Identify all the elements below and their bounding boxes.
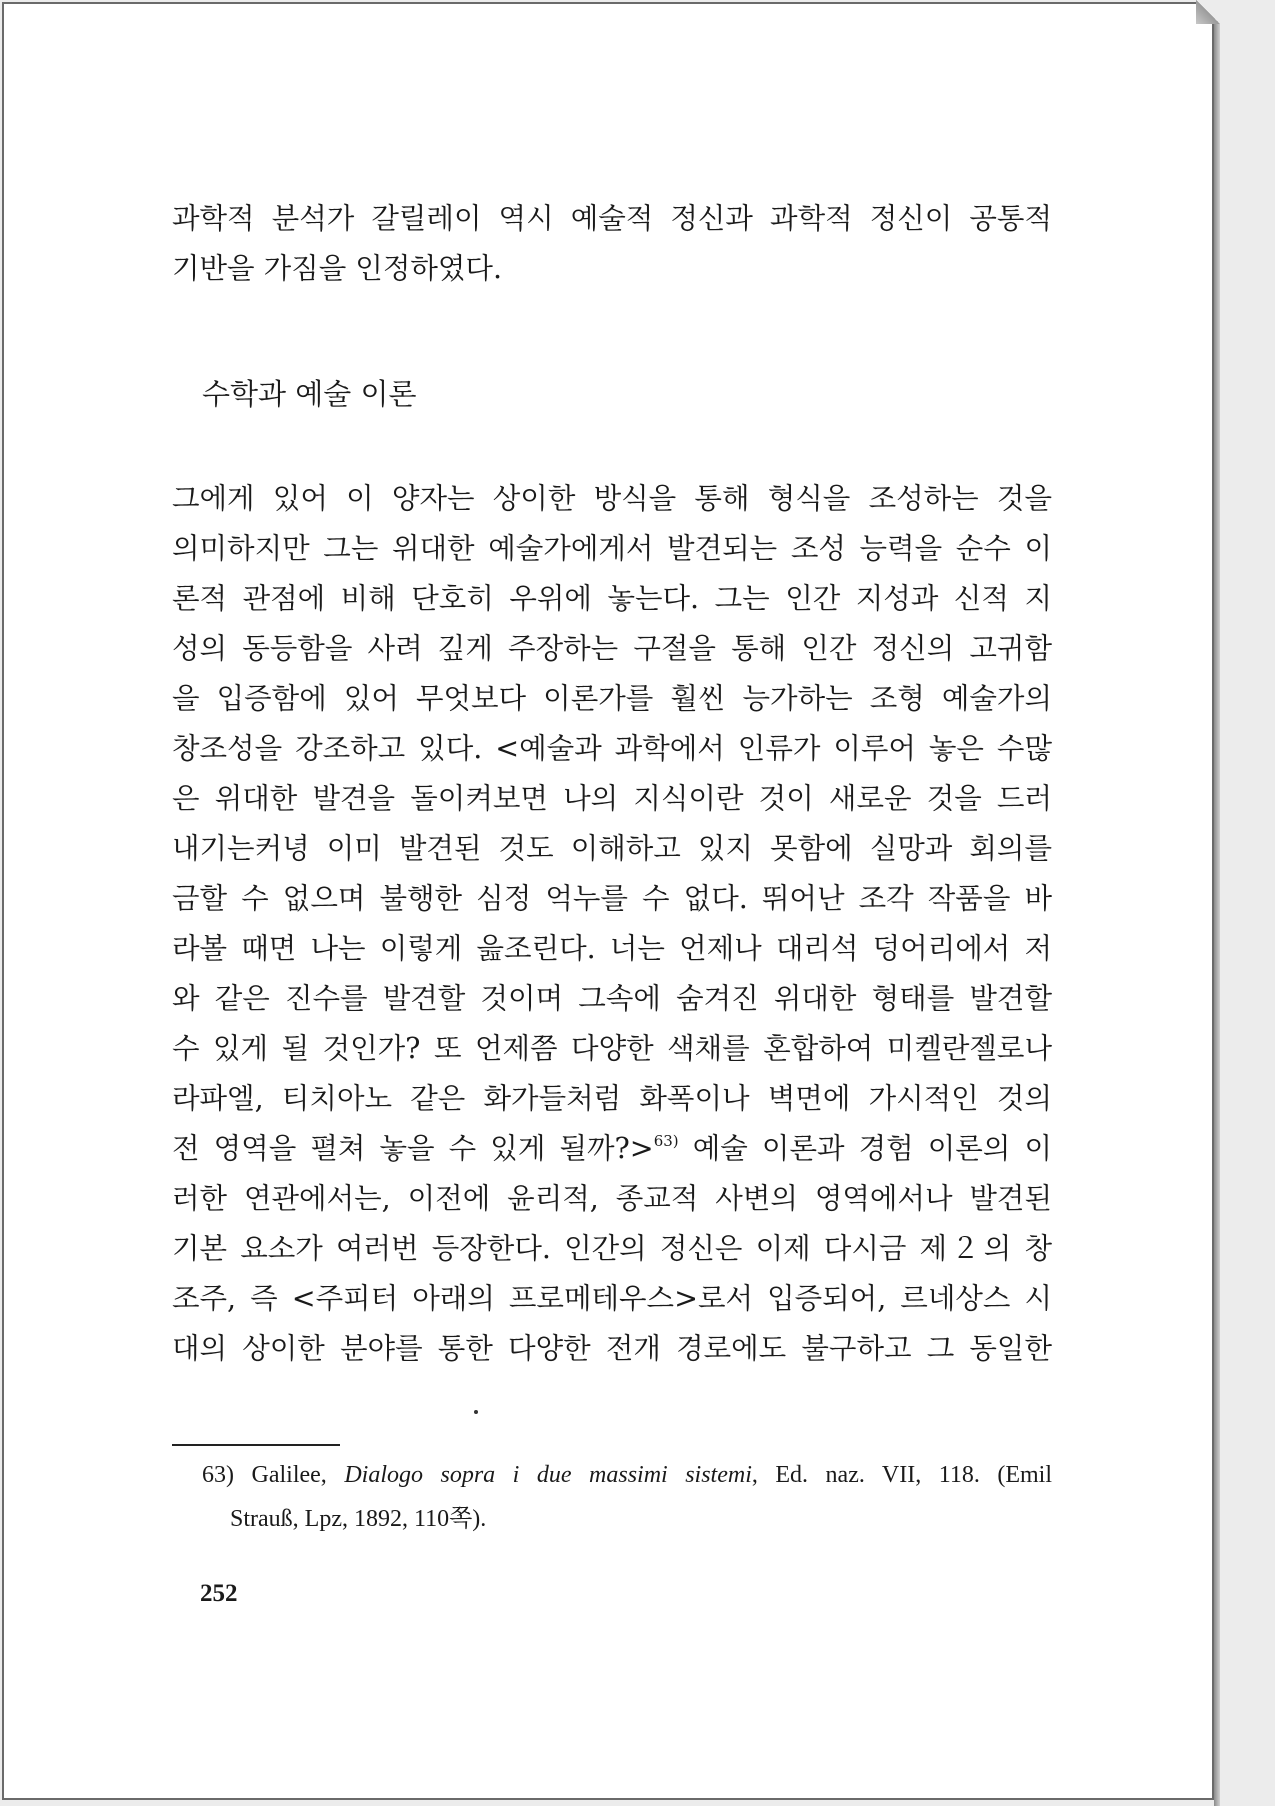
- body-line: 은 위대한 발견을 돌이켜보면 나의 지식이란 것이 새로운 것을 드러: [172, 782, 1052, 815]
- footnote-divider: [172, 1444, 340, 1446]
- body-line: 대의 상이한 분야를 통한 다양한 전개 경로에도 불구하고 그 동일한: [172, 1332, 1052, 1365]
- body-text: 예술 이론과 경험 이론의 이: [678, 1132, 1052, 1165]
- footnote-line-2: Strauß, Lpz, 1892, 110쪽).: [230, 1506, 487, 1532]
- body-line: 성의 동등함을 사려 깊게 주장하는 구절을 통해 인간 정신의 고귀함: [172, 632, 1052, 665]
- footnote-title: Dialogo sopra i due massimi sistemi: [344, 1462, 752, 1488]
- body-line: 의미하지만 그는 위대한 예술가에게서 발견되는 조성 능력을 순수 이: [172, 532, 1052, 565]
- body-line: 수 있게 될 것인가? 또 언제쯤 다양한 색채를 혼합하여 미켈란젤로나: [172, 1032, 1052, 1065]
- stray-mark: [474, 1410, 478, 1414]
- page-shadow: [1214, 10, 1220, 1806]
- intro-line-1: 과학적 분석가 갈릴레이 역시 예술적 정신과 과학적 정신이 공통적: [172, 202, 1052, 235]
- footnote-number: 63): [202, 1462, 234, 1488]
- footnote-details: , Ed. naz. VII, 118. (Emil: [751, 1462, 1053, 1488]
- body-line: 라볼 때면 나는 이렇게 읊조린다. 너는 언제나 대리석 덩어리에서 저: [172, 932, 1052, 965]
- body-line: 기본 요소가 여러번 등장한다. 인간의 정신은 이제 다시금 제２의 창: [172, 1232, 1052, 1265]
- footnote-author: Galilee,: [251, 1462, 327, 1488]
- page-number: 252: [200, 1580, 238, 1607]
- section-heading: 수학과 예술 이론: [202, 377, 417, 411]
- body-line: 조주, 즉 <주피터 아래의 프로메테우스>로서 입증되어, 르네상스 시: [172, 1282, 1052, 1315]
- intro-line-2: 기반을 가짐을 인정하였다.: [172, 252, 503, 285]
- footnote-reference[interactable]: 63): [653, 1132, 679, 1150]
- body-line: 그에게 있어 이 양자는 상이한 방식을 통해 형식을 조성하는 것을: [172, 482, 1052, 515]
- body-line: 금할 수 없으며 불행한 심정 억누를 수 없다. 뛰어난 조각 작품을 바: [172, 882, 1052, 915]
- body-line: 창조성을 강조하고 있다. <예술과 과학에서 인류가 이루어 놓은 수많: [172, 732, 1052, 765]
- body-line: 내기는커녕 이미 발견된 것도 이해하고 있지 못함에 실망과 회의를: [172, 832, 1052, 865]
- body-line: 라파엘, 티치아노 같은 화가들처럼 화폭이나 벽면에 가시적인 것의: [172, 1082, 1052, 1115]
- page-corner-fold: [1196, 0, 1220, 24]
- footnote-line-1: [202, 1462, 1052, 1489]
- body-text: 전 영역을 펼쳐 놓을 수 있게 될까?>: [172, 1132, 654, 1165]
- body-line: 러한 연관에서는, 이전에 윤리적, 종교적 사변의 영역에서나 발견된: [172, 1182, 1052, 1215]
- body-line-with-footnote-ref: [172, 1126, 1052, 1176]
- body-line: 와 같은 진수를 발견할 것이며 그속에 숨겨진 위대한 형태를 발견할: [172, 982, 1052, 1015]
- body-line: 을 입증함에 있어 무엇보다 이론가를 훨씬 능가하는 조형 예술가의: [172, 682, 1052, 715]
- body-line: 론적 관점에 비해 단호히 우위에 놓는다. 그는 인간 지성과 신적 지: [172, 582, 1052, 615]
